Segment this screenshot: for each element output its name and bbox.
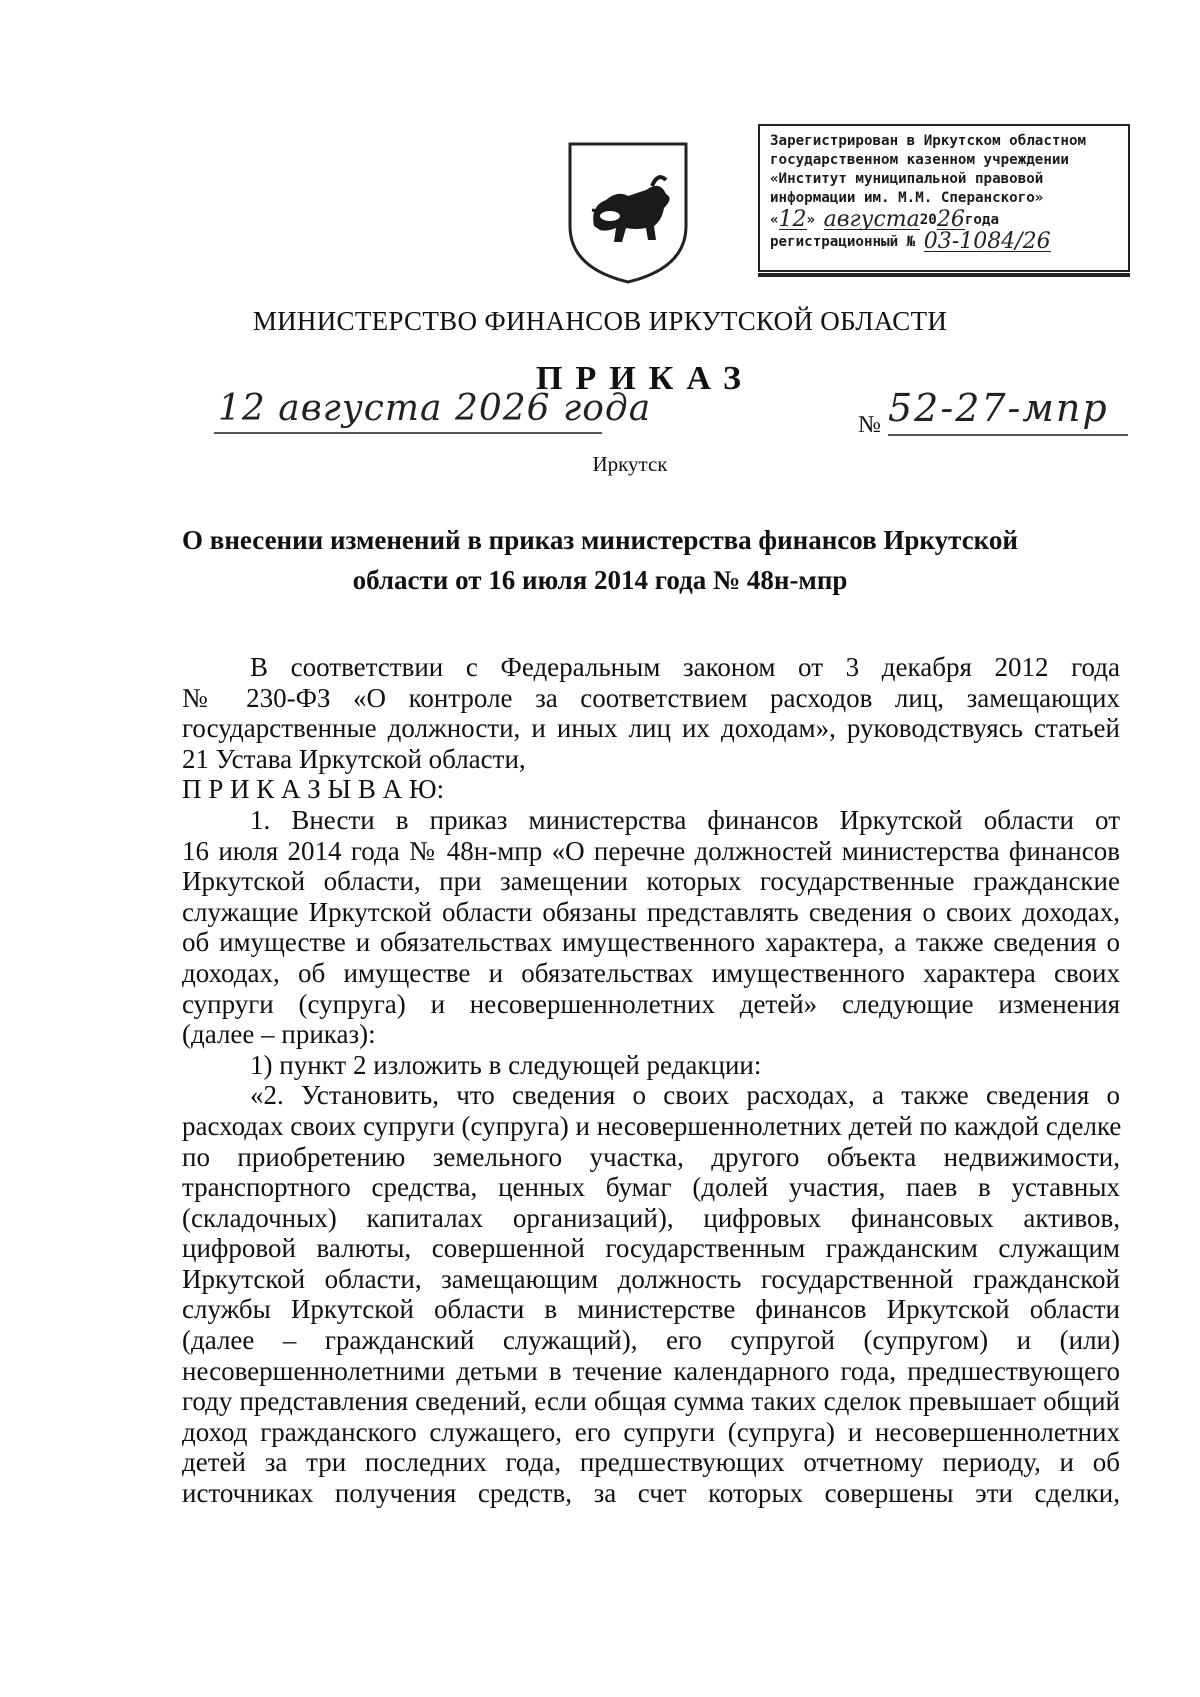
body-line: Иркутской области, при замещении которых государственные гражданские (182, 866, 1120, 897)
city-name: Иркутск (592, 452, 668, 476)
handwritten-number: 52-27-мпр (888, 386, 1109, 430)
subject-line: области от 16 июля 2014 года № 48н-мпр (352, 565, 848, 595)
body-line: расходах своих супруги (супруга) и несовершеннолетних детей по каждой сделке (182, 1110, 1122, 1141)
stamp-date-word: года (964, 212, 1000, 228)
body-line: транспортного средства, ценных бумаг (долей участия, паев в уставных (182, 1172, 1120, 1203)
body-line: цифровой валюты, совершенной государственным гражданским служащим (182, 1233, 1120, 1264)
number-underline (888, 434, 1128, 436)
body-line: году представления сведений, если общая сумма таких сделок превышает общий (182, 1386, 1120, 1417)
body-line: В соответствии с Федеральным законом от 3 декабря 2012 года (250, 652, 1120, 682)
body-line: 21 Устава Иркутской области, (182, 743, 526, 774)
body-line: № 230-ФЗ «О контроле за соответствием расходов лиц, замещающих (182, 682, 1120, 713)
stamp-reg-number: 03-1084/26 (923, 230, 1051, 252)
stamp-date-year-suffix: 26 (936, 208, 965, 230)
body-line: 1) пункт 2 изложить в следующей редакции: (250, 1049, 762, 1080)
document-type-title: ПРИКАЗ (536, 360, 754, 397)
order-verb: П Р И К А З Ы В А Ю: (182, 774, 445, 805)
stamp-line: «Институт муниципальной правовой (770, 171, 1044, 187)
document-body (182, 652, 1120, 1509)
stamp-reg-row (770, 230, 1120, 252)
body-line: государственные должности, и иных лиц их доходам», руководствуясь статьей (182, 713, 1120, 744)
stamp-line: Зарегистрирован в Иркутском областном (770, 133, 1087, 149)
body-line: (далее – приказ): (182, 1019, 376, 1050)
stamp-line: государственном казенном учреждении (770, 152, 1069, 168)
body-line: (складочных) капиталах организаций), цифровых финансовых активов, (182, 1202, 1120, 1233)
document-subject (140, 520, 1060, 600)
ministry-name: МИНИСТЕРСТВО ФИНАНСОВ ИРКУТСКОЙ ОБЛАСТИ (252, 306, 948, 336)
body-line: 1. Внести в приказ министерства финансов Иркутской области от (250, 804, 1120, 835)
body-line: Иркутской области, замещающим должность государственной гражданской (182, 1263, 1120, 1294)
stamp-date-day: 12 (778, 208, 807, 230)
body-line: доходах, об имуществе и обязательствах имущественного характера своих (182, 957, 1120, 988)
stamp-reg-label: регистрационный № (770, 234, 916, 250)
subject-line: О внесении изменений в приказ министерства финансов Иркутской (182, 525, 1018, 555)
body-line: «2. Установить, что сведения о своих расходах, а также сведения о (250, 1080, 1120, 1111)
stamp-date-month: августа (823, 208, 920, 230)
stamp-date-year-prefix: 20 (919, 212, 937, 228)
coat-of-arms-icon (566, 140, 690, 286)
body-line: доход гражданского служащего, его супруги (супруга) и несовершеннолетних (182, 1416, 1120, 1447)
body-line: (далее – гражданский служащий), его супругой (супругом) и (или) (182, 1325, 1120, 1356)
body-line: несовершеннолетними детьми в течение календарного года, предшествующего (182, 1355, 1120, 1386)
body-line: об имуществе и обязательствах имущественного характера, а также сведения о (182, 927, 1120, 958)
number-sign: № (858, 412, 881, 438)
handwritten-date: 12 августа 2026 года (218, 388, 652, 429)
body-line: супруги (супруга) и несовершеннолетних детей» следующие изменения (182, 988, 1120, 1019)
body-line: службы Иркутской области в министерстве финансов Иркутской области (182, 1294, 1120, 1325)
registration-stamp (758, 124, 1130, 272)
body-line: служащие Иркутской области обязаны представлять сведения о своих доходах, (182, 896, 1120, 927)
stamp-date-row: «12» августа2026года (770, 208, 1000, 230)
body-line: источниках получения средств, за счет которых совершены эти сделки, (182, 1478, 1120, 1509)
stamp-line: информации им. М.М. Сперанского» (770, 190, 1044, 206)
date-underline (214, 432, 602, 434)
body-line: по приобретению земельного участка, другого объекта недвижимости, (182, 1141, 1120, 1172)
body-line: детей за три последних года, предшествующих отчетному периоду, и об (182, 1447, 1120, 1478)
body-line: 16 июля 2014 года № 48н-мпр «О перечне должностей министерства финансов (182, 835, 1120, 866)
